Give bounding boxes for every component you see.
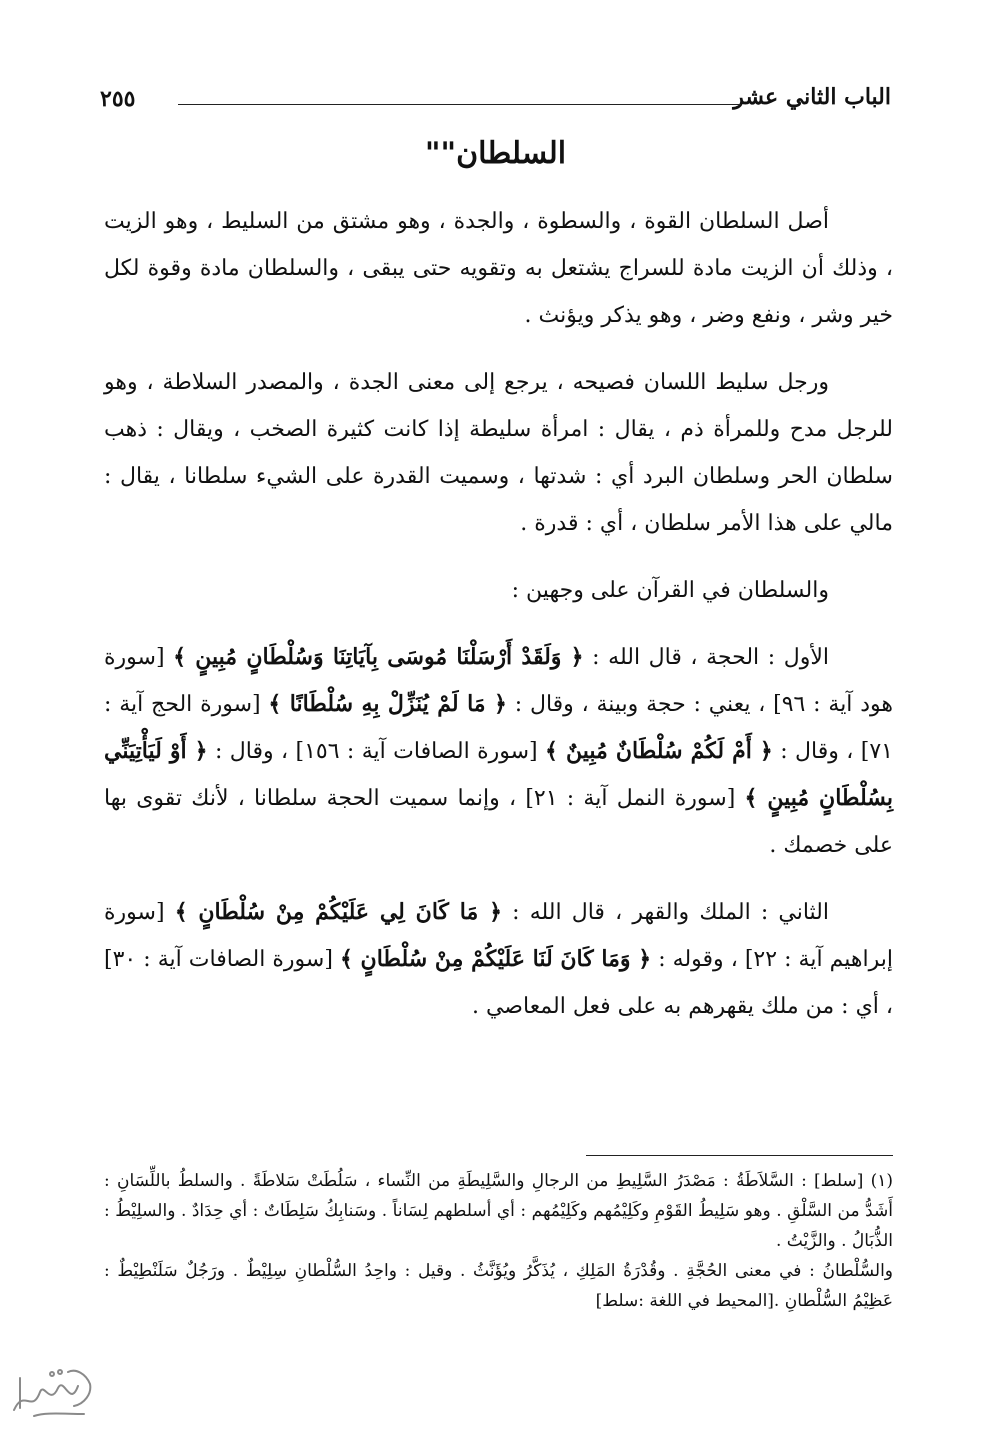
- verse-reference: [سورة إبراهيم آية : ٢٢] ، وقوله :: [104, 900, 893, 972]
- verse-reference: [سورة الصافات آية : ١٥٦] ، وقال :: [207, 739, 546, 764]
- verse-reference: [سورة الصافات آية : ٣٠] ، أي : من ملك يقهرهم به على فعل المعاصي .: [104, 947, 893, 1019]
- watermark-logo-icon: [6, 1358, 98, 1422]
- paragraph-quran-intro: والسلطان في القرآن على وجهين :: [511, 578, 829, 603]
- quran-verse: ﴿ وَمَا كَانَ لَنَا عَلَيْكُمْ مِنْ سُلْطَانٍ ﴾: [339, 946, 652, 972]
- paragraph-first-sense: [104, 634, 893, 869]
- quran-verse: ﴿ مَا لَمْ يُنَزِّلْ بِهِ سُلْطَانًا ﴾: [268, 691, 507, 717]
- quran-verse: ﴿ وَلَقَدْ أَرْسَلْنَا مُوسَى بِآيَاتِنَا وَسُلْطَانٍ مُبِينٍ ﴾: [173, 644, 584, 670]
- paragraph-origin: أصل السلطان القوة ، والسطوة ، والجدة ، وهو مشتق من السليط ، وهو الزيت ، وذلك أن الزيت مادة للسراج يشتعل به وتقويه حتى يبقى ، والسلطان مادة وقوة لكل خير وشر ، ونفع وضر ، وهو يذكر ويؤنث .: [104, 209, 893, 328]
- quran-verse: ﴿ أَمْ لَكُمْ سُلْطَانٌ مُبِينٌ ﴾: [545, 738, 773, 764]
- verse-reference: [سورة النمل آية : ٢١] ، وإنما سميت الحجة سلطانا ، لأنك تقوى بها على خصمك .: [104, 786, 893, 858]
- verse-reference: [سورة الحج آية : ٧١] ، وقال :: [104, 692, 893, 764]
- calligraphy-watermark-logo: [6, 1358, 98, 1422]
- footnotes: [104, 1166, 893, 1316]
- page-number: ٢٥٥: [100, 86, 136, 112]
- chapter-title: الباب الثاني عشر: [733, 84, 891, 110]
- paragraph-meaning: ورجل سليط اللسان فصيحه ، يرجع إلى معنى الجدة ، والمصدر السلاطة ، وهو للرجل مدح وللمرأة ذم ، يقال : امرأة سليطة إذا كانت كثيرة الصخب ، ويقال : ذهب سلطان الحر وسلطان البرد أي : شدتها ، وسميت القدرة على الشيء سلطانا ، يقال : مالي على هذا الأمر سلطان ، أي : قدرة .: [104, 370, 893, 536]
- first-sense-lead: الأول : الحجة ، قال الله :: [583, 645, 829, 670]
- running-header: [100, 84, 891, 124]
- quran-verse: ﴿ أَوْ لَيَأْتِيَنِّي بِسُلْطَانٍ مُبِينٍ ﴾: [104, 738, 893, 811]
- footnote-item: (١) [سلط] : السَّلاَطَةُ : مَصْدَرُ السَّلِيطِ من الرجالِ والسَّلِيطَةِ من النِّساء ، سَلُطَتْ سَلاطَةً . والسلطُ باللِّسَانِ : أَشَدُّ من السَّلْقِ . وهو سَلِيطُ القَوْمِ وكَلِيْمُهم وكَلِيْمُهم : أي أسلطهم لِسَاناً . وسَنابِكُ سَلِطَاتٌ : أي حِدَادٌ . والسلِيْطُ : الذُّبَالُ . والزَّيْتُ .: [104, 1171, 893, 1251]
- quran-verse: ﴿ مَا كَانَ لِي عَلَيْكُمْ مِنْ سُلْطَانٍ ﴾: [174, 899, 502, 925]
- verse-reference: [سورة هود آية : ٩٦] ، يعني : حجة وبينة ، وقال :: [104, 645, 893, 717]
- second-sense-lead: الثاني : الملك والقهر ، قال الله :: [502, 900, 830, 925]
- body-text: [104, 198, 893, 1050]
- section-title: السلطان"": [424, 136, 567, 171]
- paragraph-second-sense: [104, 889, 893, 1030]
- header-rule: [178, 104, 741, 105]
- footnote-item: والسُّلْطانُ : في معنى الحُجَّةِ . وقُدْرَةُ المَلِكِ ، يُذَكَّرُ ويُؤَنَّثُ . وقيل : واحِدُ السُّلْطانِ سِلِيْطٌ . ورَجُلٌ سَلَنْطِيْطٌ : عَظِيْمُ السُّلْطانِ .[المحيط في اللغة :سلط]: [104, 1261, 893, 1311]
- footnote-rule: [586, 1155, 893, 1156]
